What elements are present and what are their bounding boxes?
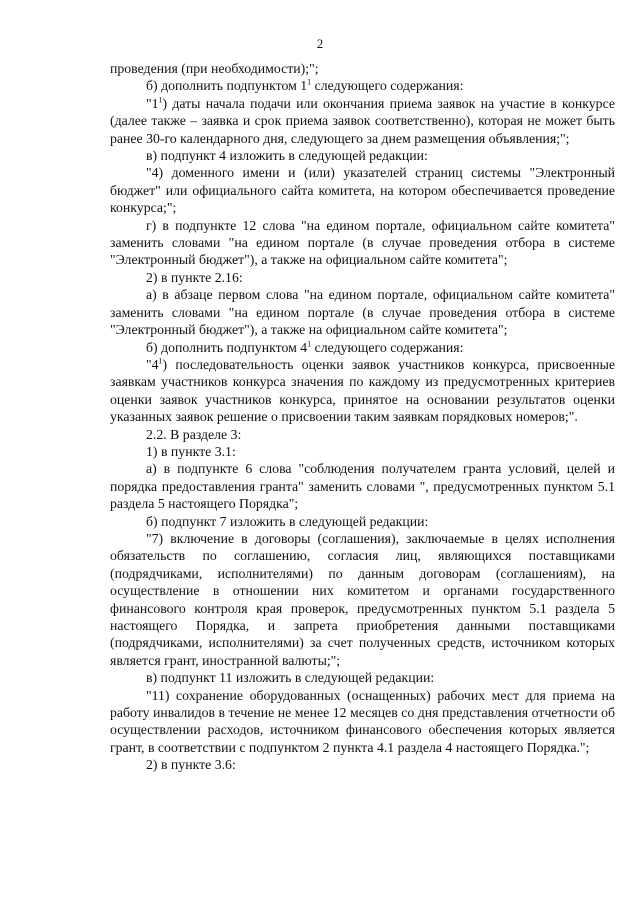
paragraph: [110, 460, 615, 512]
paragraph-text: ) последовательность оценки заявок участников конкурса, присвоенные заявкам участников конкурса значения по каждому из предусмотренных критериев оценки заявок участников конкурса, принятое на основании результатов оценки указанных заявок решение о присвоении таким заявкам порядковых номеров;".: [110, 356, 615, 425]
paragraph-text: а) в абзаце первом слова "на едином портале, официальном сайте комитета" заменить словами "на едином портале (в случае проведения отбора в системе "Электронный бюджет"), а также на официальном сайте комитета";: [110, 287, 615, 338]
paragraph: [110, 60, 615, 77]
superscript: 1: [158, 356, 163, 366]
paragraph-text: "4: [146, 356, 159, 372]
paragraph-text: в) подпункт 11 изложить в следующей редакции:: [146, 670, 435, 686]
paragraph: [110, 77, 615, 94]
paragraph-text: 2.2. В разделе 3:: [146, 426, 242, 442]
paragraph-text: в) подпункт 4 изложить в следующей редакции:: [146, 148, 428, 164]
superscript: 1: [307, 338, 312, 348]
paragraph: [110, 339, 615, 356]
paragraph-text: "1: [146, 95, 159, 111]
page-number: 2: [316, 36, 324, 51]
paragraph: [110, 356, 615, 426]
paragraph: [110, 426, 615, 443]
document-body: [110, 60, 615, 774]
paragraph: [110, 513, 615, 530]
paragraph-text: "7) включение в договоры (соглашения), заключаемые в целях исполнения обязательств по соглашению, согласия лиц, являющихся поставщиками (подрядчиками, исполнителями) по данным договорам (соглашениям), на осуществление в отношении них комитетом и органами государственного финансового контроля края проверок, предусмотренных пунктом 5.1 раздела 5 настоящего Порядка, и запрета приобретения данными поставщиками (подрядчиками, исполнителями) за счет полученных средств, источником которых является грант, иностранной валюты;";: [110, 530, 615, 668]
paragraph: [110, 687, 615, 757]
paragraph: [110, 443, 615, 460]
paragraph: [110, 217, 615, 269]
superscript: 1: [307, 77, 312, 87]
superscript: 1: [158, 95, 163, 105]
paragraph: [110, 164, 615, 216]
paragraph-text: следующего содержания:: [311, 339, 464, 355]
paragraph-text: ) даты начала подачи или окончания приема заявок на участие в конкурсе (далее также – заявка и срок приема заявок соответственно), которая не может быть ранее 30-го календарного дня, следующего за днем размещения объявления;";: [110, 95, 615, 146]
paragraph-text: а) в подпункте 6 слова "соблюдения получателем гранта условий, целей и порядка предоставления гранта" заменить словами ", предусмотренных пунктом 5.1 раздела 5 настоящего Порядка";: [110, 461, 615, 512]
paragraph-text: б) дополнить подпунктом 4: [146, 339, 308, 355]
paragraph: [110, 95, 615, 147]
paragraph-text: б) подпункт 7 изложить в следующей редакции:: [146, 513, 429, 529]
paragraph: [110, 286, 615, 338]
paragraph-text: 1) в пункте 3.1:: [146, 443, 236, 459]
paragraph-text: следующего содержания:: [311, 78, 464, 94]
paragraph: [110, 269, 615, 286]
paragraph-text: проведения (при необходимости);";: [110, 61, 319, 76]
paragraph: [110, 669, 615, 686]
paragraph-text: "4) доменного имени и (или) указателей страниц системы "Электронный бюджет" или официального сайта комитета, на котором обеспечивается проведение конкурса;";: [110, 165, 615, 216]
paragraph: [110, 530, 615, 669]
paragraph: [110, 756, 615, 773]
paragraph: [110, 147, 615, 164]
paragraph-text: 2) в пункте 2.16:: [146, 269, 243, 285]
paragraph-text: б) дополнить подпунктом 1: [146, 78, 308, 94]
paragraph-text: 2) в пункте 3.6:: [146, 757, 236, 773]
paragraph-text: г) в подпункте 12 слова "на едином портале, официальном сайте комитета" заменить словами "на едином портале (в случае проведения отбора в системе "Электронный бюджет"), а также на официальном сайте комитета";: [110, 217, 615, 268]
paragraph-text: "11) сохранение оборудованных (оснащенных) рабочих мест для приема на работу инвалидов в течение не менее 12 месяцев со дня представления отчетности об осуществлении расходов, источником финансового обеспечения которых является грант, в соответствии с подпунктом 2 пункта 4.1 раздела 4 настоящего Порядка.";: [110, 687, 615, 755]
